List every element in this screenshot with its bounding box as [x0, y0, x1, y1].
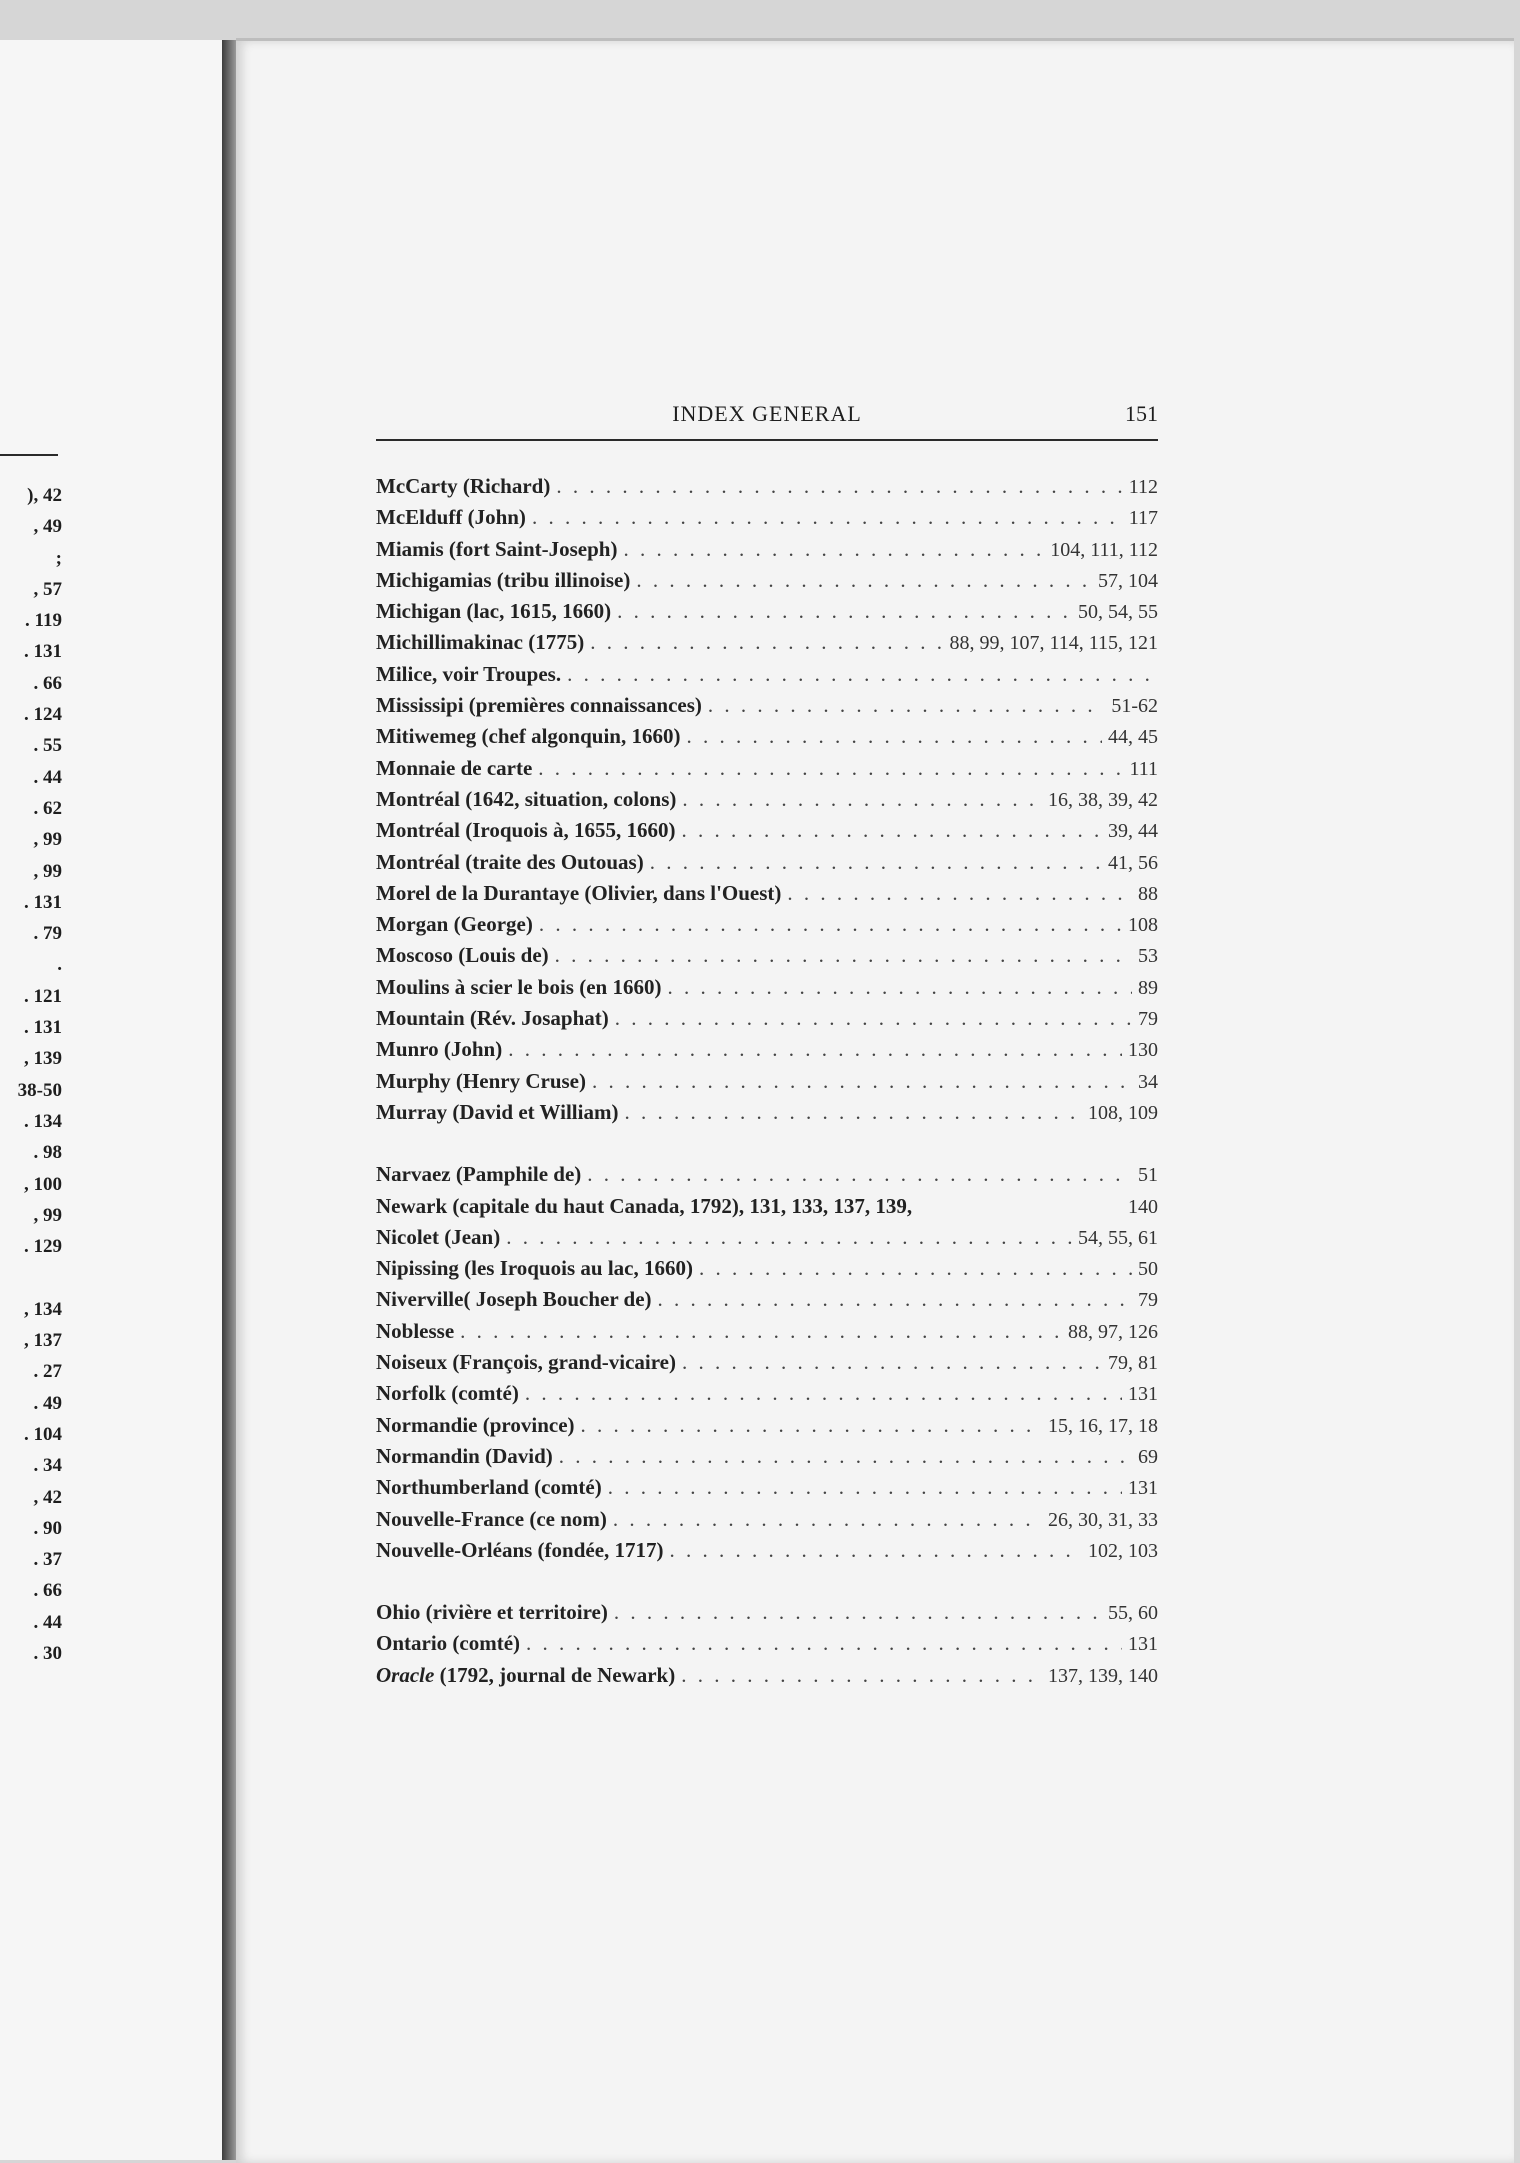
- entry-term: Monnaie de carte: [376, 755, 533, 780]
- dot-leader: [667, 972, 1132, 1003]
- entry-term: Nouvelle-Orléans (fondée, 1717): [376, 1537, 664, 1562]
- index-entry: [376, 1535, 1158, 1566]
- left-page-number: . 134: [24, 1110, 62, 1132]
- entry-term: Niverville( Joseph Boucher de): [376, 1287, 652, 1312]
- left-page-number: , 42: [33, 1486, 62, 1508]
- entry-term: Normandie (province): [376, 1412, 575, 1437]
- entry-pages: 131: [1128, 1477, 1158, 1500]
- left-page-number: ;: [55, 547, 62, 569]
- entry-pages: 79, 81: [1108, 1352, 1158, 1375]
- left-page-number: . 79: [33, 923, 62, 945]
- dot-leader: [636, 565, 1092, 596]
- index-entry: [376, 1441, 1158, 1472]
- left-page-number: . 27: [33, 1361, 62, 1383]
- entry-pages: 88, 99, 107, 114, 115, 121: [949, 632, 1158, 655]
- entry-term: Murray (David et William): [376, 1099, 619, 1124]
- entry-pages: 39, 44: [1108, 820, 1158, 843]
- left-page-number: . 44: [33, 1611, 62, 1633]
- index-entry: [376, 753, 1158, 784]
- entry-pages: 15, 16, 17, 18: [1048, 1414, 1158, 1437]
- entry-term: Noblesse: [376, 1318, 455, 1343]
- dot-leader: [526, 1628, 1122, 1659]
- entry-term: Newark (capitale du haut Canada, 1792), 131, 133, 137, 139,: [376, 1193, 913, 1218]
- index-entry: [376, 784, 1158, 815]
- index-entry: [376, 1003, 1158, 1034]
- left-page-number: .: [57, 954, 62, 976]
- entry-pages: 112: [1128, 476, 1158, 498]
- book-spine: [222, 40, 236, 2160]
- dot-leader: [617, 596, 1072, 627]
- entry-pages: 41, 56: [1108, 851, 1158, 874]
- dot-leader: [670, 1535, 1082, 1566]
- group-separator: [376, 1128, 1158, 1159]
- entry-term: Murphy (Henry Cruse): [376, 1068, 586, 1093]
- dot-leader: [590, 627, 943, 658]
- entry-pages: 34: [1138, 1070, 1158, 1093]
- entry-term: Munro (John): [376, 1037, 503, 1062]
- index-entry: [376, 721, 1158, 752]
- entry-term: Miamis (fort Saint-Joseph): [376, 536, 618, 561]
- dot-leader: [681, 1660, 1042, 1691]
- index-entry: [376, 1222, 1158, 1253]
- entry-term: Nicolet (Jean): [376, 1224, 501, 1249]
- dot-leader: [682, 784, 1042, 815]
- left-page-number: . 104: [24, 1423, 62, 1445]
- dot-leader: [592, 1066, 1132, 1097]
- index-entry: [376, 1347, 1158, 1378]
- dot-leader: [460, 1316, 1062, 1347]
- left-page-number: . 30: [33, 1642, 62, 1664]
- entry-pages: 53: [1138, 945, 1158, 968]
- index-entry: [376, 1066, 1158, 1097]
- entry-pages: 108, 109: [1088, 1101, 1158, 1124]
- entry-pages: 69: [1138, 1445, 1158, 1468]
- entry-term: McCarty (Richard): [376, 474, 551, 498]
- dot-leader: [681, 815, 1102, 846]
- dot-leader: [614, 1597, 1102, 1628]
- index-entry: [376, 1284, 1158, 1315]
- entry-pages: 88, 97, 126: [1068, 1320, 1158, 1343]
- entry-pages: 88: [1138, 882, 1158, 905]
- left-page-number-column: [18, 480, 62, 1669]
- dot-leader: [699, 1253, 1132, 1284]
- left-page-number: . 131: [24, 1017, 62, 1039]
- dot-leader: [539, 909, 1122, 940]
- left-page-number: , 137: [24, 1330, 62, 1352]
- index-entry: [376, 878, 1158, 909]
- index-entry: [376, 690, 1158, 721]
- index-page: [236, 38, 1514, 2163]
- entry-pages: 89: [1138, 976, 1158, 999]
- entry-term: Northumberland (comté): [376, 1475, 602, 1500]
- index-entry: [376, 847, 1158, 878]
- entry-pages: 79: [1138, 1008, 1158, 1031]
- left-page-number: . 124: [24, 704, 62, 726]
- dot-leader: [587, 1159, 1132, 1190]
- dot-leader: [650, 847, 1102, 878]
- entry-pages: 16, 38, 39, 42: [1048, 788, 1158, 811]
- left-page-rule: [0, 454, 58, 456]
- entry-pages: 111: [1129, 757, 1158, 780]
- left-page-number: . 90: [33, 1517, 62, 1539]
- index-entry: [376, 659, 1158, 690]
- dot-leader: [624, 1097, 1082, 1128]
- left-page-number: . 55: [33, 735, 62, 757]
- entry-pages: 108: [1128, 914, 1158, 937]
- dot-leader: [608, 1472, 1122, 1503]
- entry-term: Montréal (traite des Outouas): [376, 849, 644, 874]
- entry-pages: 130: [1128, 1039, 1158, 1062]
- entry-term: Michillimakinac (1775): [376, 630, 585, 655]
- entry-pages: 117: [1128, 507, 1158, 530]
- left-page-number: , 99: [33, 1204, 62, 1226]
- entry-term: Michigan (lac, 1615, 1660): [376, 599, 612, 624]
- index-entry: [376, 627, 1158, 658]
- dot-leader: [567, 659, 1152, 690]
- left-page-number: , 99: [33, 829, 62, 851]
- dot-leader: [708, 690, 1105, 721]
- dot-leader: [686, 721, 1102, 752]
- index-entry: [376, 565, 1158, 596]
- left-page-number: . 131: [24, 641, 62, 663]
- left-page-number: . 66: [33, 672, 62, 694]
- index-entry: [376, 1660, 1158, 1691]
- index-entry: [376, 1316, 1158, 1347]
- dot-leader: [615, 1003, 1132, 1034]
- left-page-number: . 66: [33, 1580, 62, 1602]
- entry-term-italic: Oracle: [376, 1662, 435, 1687]
- entry-term: Michigamias (tribu illinoise): [376, 567, 631, 592]
- index-entry: [376, 502, 1158, 533]
- entry-pages: 102, 103: [1088, 1539, 1158, 1562]
- header-rule: [376, 439, 1158, 441]
- entry-pages: 51: [1138, 1164, 1158, 1187]
- entry-pages: 50: [1138, 1258, 1158, 1281]
- left-page-number: . 131: [24, 891, 62, 913]
- left-page-number: [18, 1262, 62, 1293]
- left-page-number: . 37: [33, 1549, 62, 1571]
- left-page-number: ), 42: [27, 485, 62, 506]
- page-number: 151: [1125, 401, 1158, 426]
- entry-pages: 131: [1128, 1383, 1158, 1406]
- entry-term: Mountain (Rév. Josaphat): [376, 1006, 609, 1031]
- entry-term: Noiseux (François, grand-vicaire): [376, 1350, 676, 1375]
- entry-pages: 57, 104: [1098, 569, 1158, 592]
- entry-pages: 54, 55, 61: [1078, 1226, 1158, 1249]
- dot-leader: [555, 940, 1132, 971]
- index-entry: [376, 1597, 1158, 1628]
- index-entry: [376, 940, 1158, 971]
- entry-term: Montréal (1642, situation, colons): [376, 786, 677, 811]
- left-page-number: , 49: [33, 516, 62, 538]
- entry-pages: 51-62: [1111, 695, 1158, 718]
- index-entry: [376, 815, 1158, 846]
- left-page-number: . 119: [25, 610, 62, 632]
- index-entry: [376, 909, 1158, 940]
- left-page-number: . 44: [33, 766, 62, 788]
- index-entry: [376, 1410, 1158, 1441]
- entry-term: Nipissing (les Iroquois au lac, 1660): [376, 1256, 693, 1281]
- entry-pages: 104, 111, 112: [1050, 538, 1158, 561]
- index-entry: [376, 972, 1158, 1003]
- index-entry: [376, 534, 1158, 565]
- entry-term: Norfolk (comté): [376, 1381, 519, 1406]
- entry-term: McElduff (John): [376, 505, 526, 530]
- index-entry: [376, 1159, 1158, 1190]
- index-entry: [376, 1628, 1158, 1659]
- entry-term: Narvaez (Pamphile de): [376, 1162, 582, 1187]
- index-entry: [376, 1191, 1158, 1222]
- left-page-number: , 99: [33, 860, 62, 882]
- left-page-number: . 121: [24, 985, 62, 1007]
- dot-leader: [682, 1347, 1102, 1378]
- dot-leader: [658, 1284, 1132, 1315]
- dot-leader: [613, 1504, 1042, 1535]
- entry-term: [376, 1660, 675, 1691]
- dot-leader: [532, 502, 1123, 533]
- entry-pages: 44, 45: [1108, 726, 1158, 749]
- entry-term: Mitiwemeg (chef algonquin, 1660): [376, 724, 681, 749]
- entry-term: Mississipi (premières connaissances): [376, 693, 702, 718]
- entry-term: Moulins à scier le bois (en 1660): [376, 974, 662, 999]
- index-entry: [376, 1097, 1158, 1128]
- entry-term: Montréal (Iroquois à, 1655, 1660): [376, 818, 676, 843]
- entry-term: Ohio (rivière et territoire): [376, 1600, 608, 1625]
- dot-leader: [508, 1034, 1122, 1065]
- running-header: [376, 401, 1158, 441]
- entry-term: Morgan (George): [376, 912, 533, 937]
- page-title: INDEX GENERAL: [672, 401, 862, 426]
- entry-term: Moscoso (Louis de): [376, 943, 549, 968]
- index-list: [376, 471, 1158, 1691]
- dot-leader: [581, 1410, 1042, 1441]
- index-entry: [376, 471, 1158, 502]
- dot-leader: [623, 534, 1044, 565]
- left-page-number: , 134: [24, 1298, 62, 1320]
- entry-pages: 79: [1138, 1289, 1158, 1312]
- left-page-number: . 129: [24, 1236, 62, 1258]
- dot-leader: [787, 878, 1132, 909]
- left-page-number: , 57: [33, 578, 62, 600]
- entry-term: Normandin (David): [376, 1443, 553, 1468]
- entry-pages: 131: [1128, 1633, 1158, 1656]
- entry-pages: 55, 60: [1108, 1602, 1158, 1625]
- dot-leader: [556, 471, 1122, 502]
- index-entry: [376, 1378, 1158, 1409]
- dot-leader: [559, 1441, 1132, 1472]
- index-entry: [376, 1504, 1158, 1535]
- dot-leader: [538, 753, 1123, 784]
- entry-term: Morel de la Durantaye (Olivier, dans l'Ouest): [376, 880, 782, 905]
- left-page-number: , 100: [24, 1173, 62, 1195]
- entry-pages: 140: [1128, 1195, 1158, 1218]
- dot-leader: [506, 1222, 1072, 1253]
- dot-leader: [525, 1378, 1122, 1409]
- entry-pages: 26, 30, 31, 33: [1048, 1508, 1158, 1531]
- left-page-number: . 62: [33, 797, 62, 819]
- entry-term: Ontario (comté): [376, 1631, 521, 1656]
- left-page-number: . 34: [33, 1455, 62, 1477]
- entry-pages: 137, 139, 140: [1048, 1664, 1158, 1687]
- left-page-number: . 98: [33, 1142, 62, 1164]
- group-separator: [376, 1566, 1158, 1597]
- entry-term: Nouvelle-France (ce nom): [376, 1506, 607, 1531]
- left-page-number: 38-50: [17, 1079, 62, 1101]
- entry-term: Milice, voir Troupes.: [376, 661, 562, 686]
- index-entry: [376, 1253, 1158, 1284]
- left-page-number: . 49: [33, 1392, 62, 1414]
- index-entry: [376, 1034, 1158, 1065]
- index-entry: [376, 1472, 1158, 1503]
- index-entry: [376, 596, 1158, 627]
- left-facing-page: [0, 40, 234, 2160]
- entry-term-rest: (1792, journal de Newark): [434, 1662, 676, 1687]
- left-page-number: , 139: [24, 1048, 62, 1070]
- entry-pages: 50, 54, 55: [1078, 601, 1158, 624]
